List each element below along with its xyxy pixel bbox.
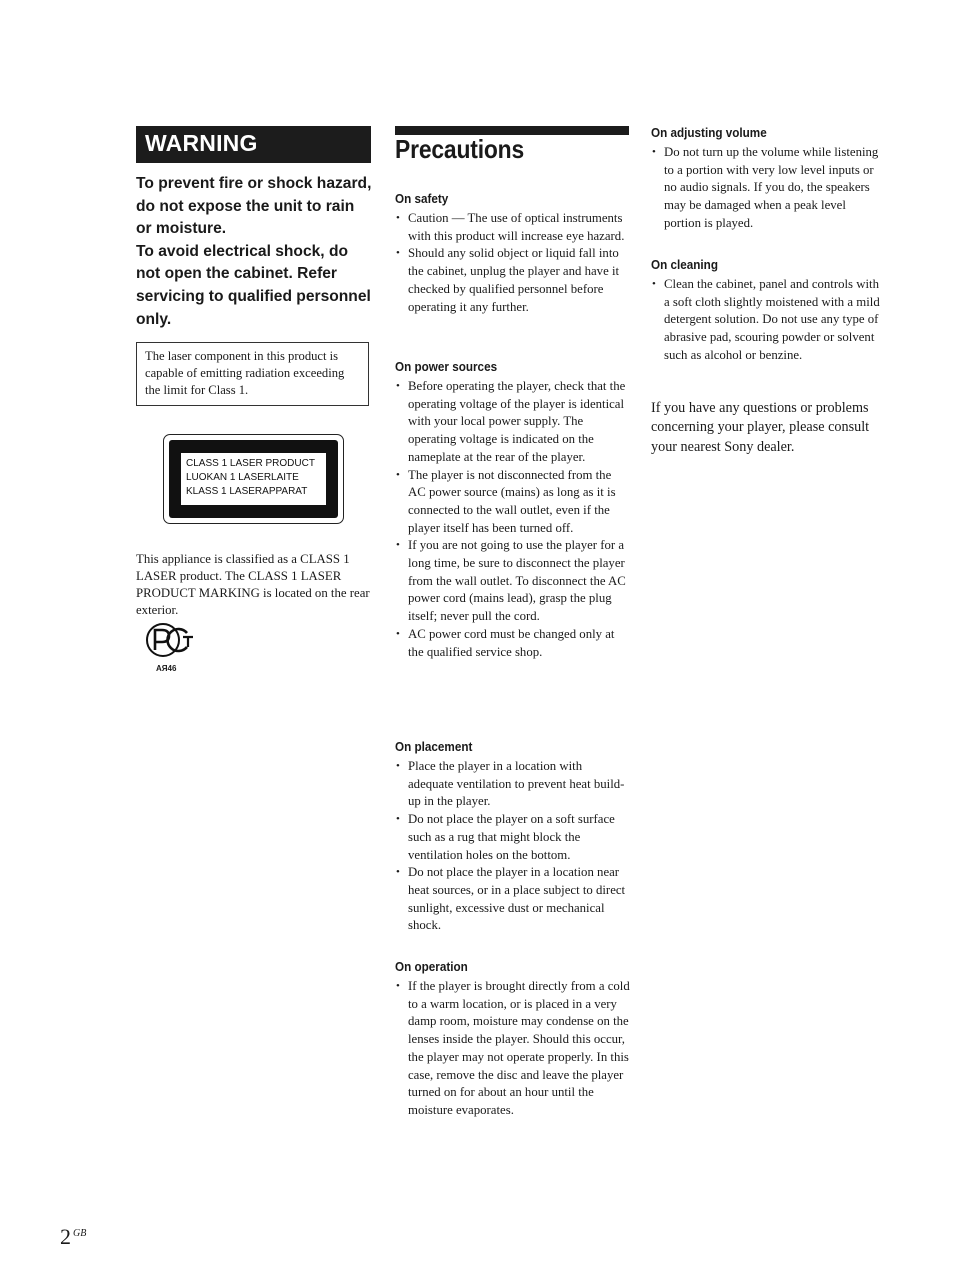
pct-certification-icon <box>145 620 195 660</box>
list-item: • If the player is brought directly from a cold to a warm location, or is placed in a very damp room, moisture may condense on the lenses inside the player. Should this occur, the player may not operate properly. In this case, remove the disc and leave the player turned on for about an hour until the moisture evaporates. <box>395 978 630 1120</box>
section-heading: On cleaning <box>651 257 718 272</box>
bullet-list <box>395 378 630 661</box>
list-item: • AC power cord must be changed only at the qualified service shop. <box>395 626 630 661</box>
list-item: • Do not place the player in a location near heat sources, or in a place subject to direct sunlight, excessive dust or mechanical shock. <box>395 864 630 935</box>
list-item: • Do not place the player on a soft surface such as a rug that might block the ventilation holes on the bottom. <box>395 811 630 864</box>
class-description: This appliance is classified as a CLASS 1 LASER product. The CLASS 1 LASER PRODUCT MARKING is located on the rear exterior. <box>136 552 370 617</box>
warning-text <box>136 173 372 331</box>
section-on-safety <box>395 191 630 316</box>
section-heading: On safety <box>395 191 449 206</box>
warning-para-2: To avoid electrical shock, do not open the cabinet. Refer servicing to qualified personnel only. <box>136 242 371 328</box>
section-on-adjusting-volume <box>651 125 886 233</box>
closing-note: If you have any questions or problems concerning your player, please consult your nearest Sony dealer. <box>651 400 870 455</box>
section-heading: On adjusting volume <box>651 125 767 140</box>
section-heading: On power sources <box>395 359 498 374</box>
precautions-title: Precautions <box>395 134 525 164</box>
section-on-operation <box>395 959 630 1120</box>
section-heading: On operation <box>395 959 468 974</box>
laser-label-line-3: KLASS 1 LASERAPPARAT <box>186 486 308 497</box>
bullet-list <box>395 210 630 316</box>
list-item: • Caution — The use of optical instruments with this product will increase eye hazard. <box>395 210 630 245</box>
laser-label-panel <box>181 453 326 505</box>
list-item: • Before operating the player, check that the operating voltage of the player is identical with your local power supply. The operating voltage is indicated on the nameplate at the rear of the player. <box>395 378 630 467</box>
section-heading: On placement <box>395 739 473 754</box>
warning-title: WARNING <box>145 130 258 156</box>
section-on-power-sources <box>395 359 630 661</box>
warning-heading-bar <box>136 126 371 163</box>
laser-label-line-2: LUOKAN 1 LASERLAITE <box>186 472 299 483</box>
laser-notice-box: The laser component in this product is capable of emitting radiation exceeding the limit for Class 1. <box>136 342 369 406</box>
section-on-placement <box>395 739 630 935</box>
list-item: • Should any solid object or liquid fall into the cabinet, unplug the player and have it checked by qualified personnel before operating it any further. <box>395 245 630 316</box>
list-item: • Clean the cabinet, panel and controls with a soft cloth slightly moistened with a mild detergent solution. Do not use any type of abrasive pad, scouring powder or solvent such as alcohol or benzine. <box>651 276 886 365</box>
laser-label-line-1: CLASS 1 LASER PRODUCT <box>186 458 315 469</box>
bullet-list <box>651 276 886 365</box>
bullet-list <box>395 978 630 1120</box>
list-item: • The player is not disconnected from the AC power source (mains) as long as it is connected to the wall outlet, even if the player itself has been turned off. <box>395 467 630 538</box>
page-language-suffix: GB <box>73 1228 87 1239</box>
bullet-list <box>651 144 886 233</box>
warning-para-1: To prevent fire or shock hazard, do not expose the unit to rain or moisture. <box>136 175 372 238</box>
list-item: • Place the player in a location with adequate ventilation to prevent heat build-up in the player. <box>395 758 630 811</box>
laser-label-frame <box>169 440 338 518</box>
certification-code: AЯ46 <box>156 664 177 673</box>
page-number: 2 <box>60 1224 71 1249</box>
section-on-cleaning <box>651 257 886 365</box>
laser-product-label <box>163 434 344 524</box>
bullet-list <box>395 758 630 935</box>
list-item: • Do not turn up the volume while listening to a portion with very low level inputs or no audio signals. If you do, the speakers may be damaged when a peak level portion is played. <box>651 144 886 233</box>
list-item: • If you are not going to use the player for a long time, be sure to disconnect the player from the wall outlet. To disconnect the AC power cord (mains lead), grasp the plug itself; never pull the cord. <box>395 537 630 626</box>
